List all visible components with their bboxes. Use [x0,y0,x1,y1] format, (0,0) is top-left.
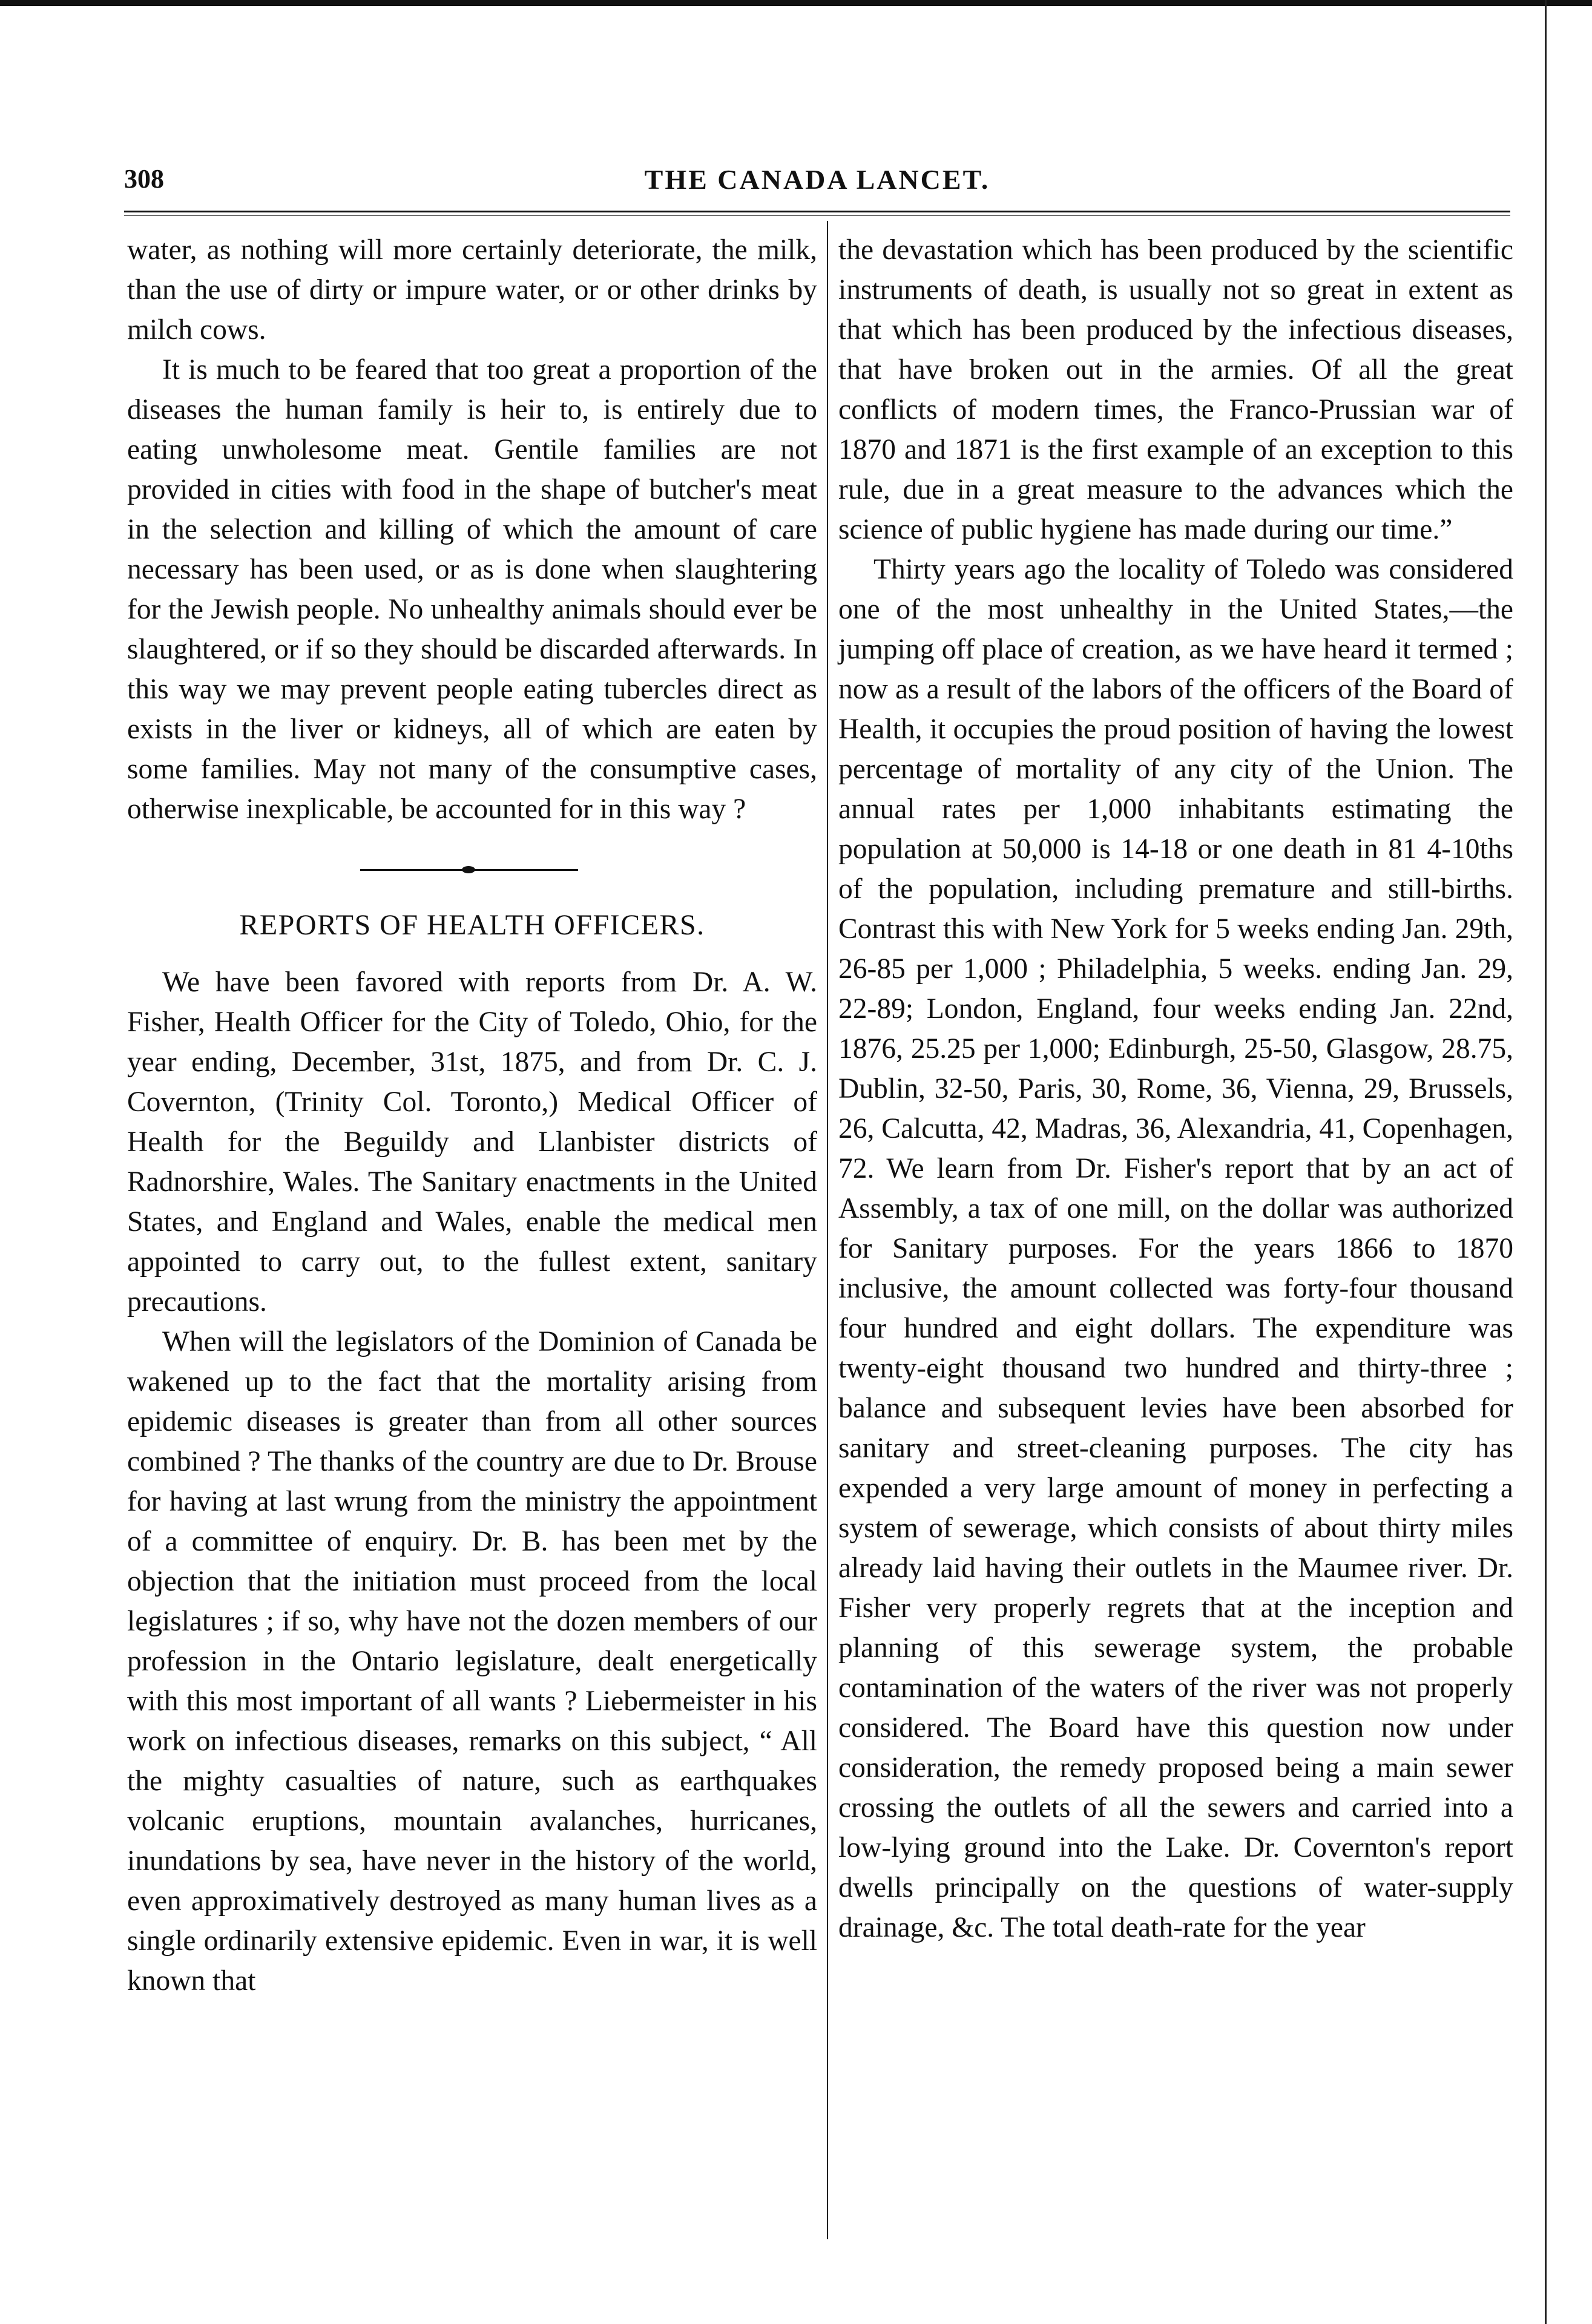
journal-title: THE CANADA LANCET. [644,164,990,195]
paragraph-unwholesome-meat: It is much to be feared that too great a proportion of the diseases the human family is heir to, is entirely due to eating unwholesome meat. Gentile families are not provided in cities with food in the shape of butcher's meat in the selection and killing of which the amount of care necessary has been used, or as is done when slaughtering for the Jewish people. No unhealthy animals should ever be slaughtered, or if so they should be discarded afterwards. In this way we may prevent people eating tubercles direct as exists in the liver or kidneys, all of which are eaten by some families. May not many of the consumptive cases, otherwise inexplicable, be accounted for in this way ? [127,354,817,825]
paragraph-devastation: the devastation which has been produced by the scientific instruments of death, is usually not so great in extent as that which has been produced by the infectious diseases, that have broken out in the armies. Of all the great conflicts of modern times, the Franco-Prussian war of 1870 and 1871 is the first example of an exception to this rule, due in a great measure to the advances which the science of public hygiene has made during our time.” [838,234,1513,545]
page-number: 308 [124,164,164,194]
page-top-border [0,0,1592,6]
paragraph-legislators: When will the legislators of the Dominion of Canada be wakened up to the fact that the mortality arising from epidemic diseases is greater than from all other sources combined ? The thanks of the country are due to Dr. Brouse for having at last wrung from the ministry the appointment of a committee of enquiry. Dr. B. has been met by the objection that the initiation must proceed from the local legislatures ; if so, why have not the dozen members of our profession in the Ontario legislature, dealt energetically with this most important of all wants ? Liebermeister in his work on infectious diseases, remarks on this subject, “ All the mighty casualties of nature, such as earthquakes volcanic eruptions, mountain avalanches, hurricanes, inundations by sea, have never in the history of the world, even approximatively destroyed as many human lives as a single ordinarily extensive epidemic. Even in war, it is well known that [127,1326,817,1997]
right-column [838,230,1513,1948]
page-right-edge-line [1545,0,1547,2324]
page-header [124,163,1510,206]
ornament-dot [462,866,475,873]
left-column [127,230,817,2001]
section-heading: REPORTS OF HEALTH OFFICERS. [239,909,705,941]
paragraph-reports-received: We have been favored with reports from Dr. A. W. Fisher, Health Officer for the City of Toledo, Ohio, for the year ending, December, 31st, 1875, and from Dr. C. J. Covernton, (Trinity Col. Toronto,) Medical Officer of Health for the Beguildy and Llanbister districts of Radnorshire, Wales. The Sanitary enactments in the United States, and England and Wales, enable the medical men appointed to carry out, to the fullest extent, sanitary precautions. [127,967,817,1318]
paragraph-toledo-mortality: Thirty years ago the locality of Toledo was considered one of the most unhealthy in the United States,—the jumping off place of creation, as we have heard it termed ; now as a result of the labors of the officers of the Board of Health, it occupies the proud position of having the lowest percentage of mortality of any city of the Union. The annual rates per 1,000 inhabitants estimating the population at 50,000 is 14-18 or one death in 81 4-10ths of the population, including premature and still-births. Contrast this with New York for 5 weeks ending Jan. 29th, 26-85 per 1,000 ; Philadelphia, 5 weeks. ending Jan. 29, 22-89; London, England, four weeks ending Jan. 22nd, 1876, 25.25 per 1,000; Edinburgh, 25-50, Glasgow, 28.75, Dublin, 32-50, Paris, 30, Rome, 36, Vienna, 29, Brussels, 26, Calcutta, 42, Madras, 36, Alexandria, 41, Copenhagen, 72. We learn from Dr. Fisher's report that by an act of Assembly, a tax of one mill, on the dollar was authorized for Sanitary purposes. For the years 1866 to 1870 inclusive, the amount collected was forty-four thousand four hundred and eight dollars. The expenditure was twenty-eight thousand two hundred and thirty-three ; balance and subsequent levies have been absorbed for sanitary and street-cleaning purposes. The city has expended a very large amount of money in perfecting a system of sewerage, which consists of about thirty miles already laid having their outlets in the Maumee river. Dr. Fisher very properly regrets that at the inception and planning of this sewerage system, the probable contamination of the waters of the river was not properly considered. The Board have this question now under consideration, the remedy proposed being a main sewer crossing the outlets of all the sewers and carried into a low-lying ground into the Lake. Dr. Covernton's report dwells principally on the questions of water-supply drainage, &c. The total death-rate for the year [838,554,1513,1943]
column-divider [827,221,828,2239]
header-rule [124,211,1510,216]
paragraph-milk-water: water, as nothing will more certainly deteriorate, the milk, than the use of dirty or impure water, or or other drinks by milch cows. [127,234,817,346]
section-divider-ornament [127,847,817,901]
